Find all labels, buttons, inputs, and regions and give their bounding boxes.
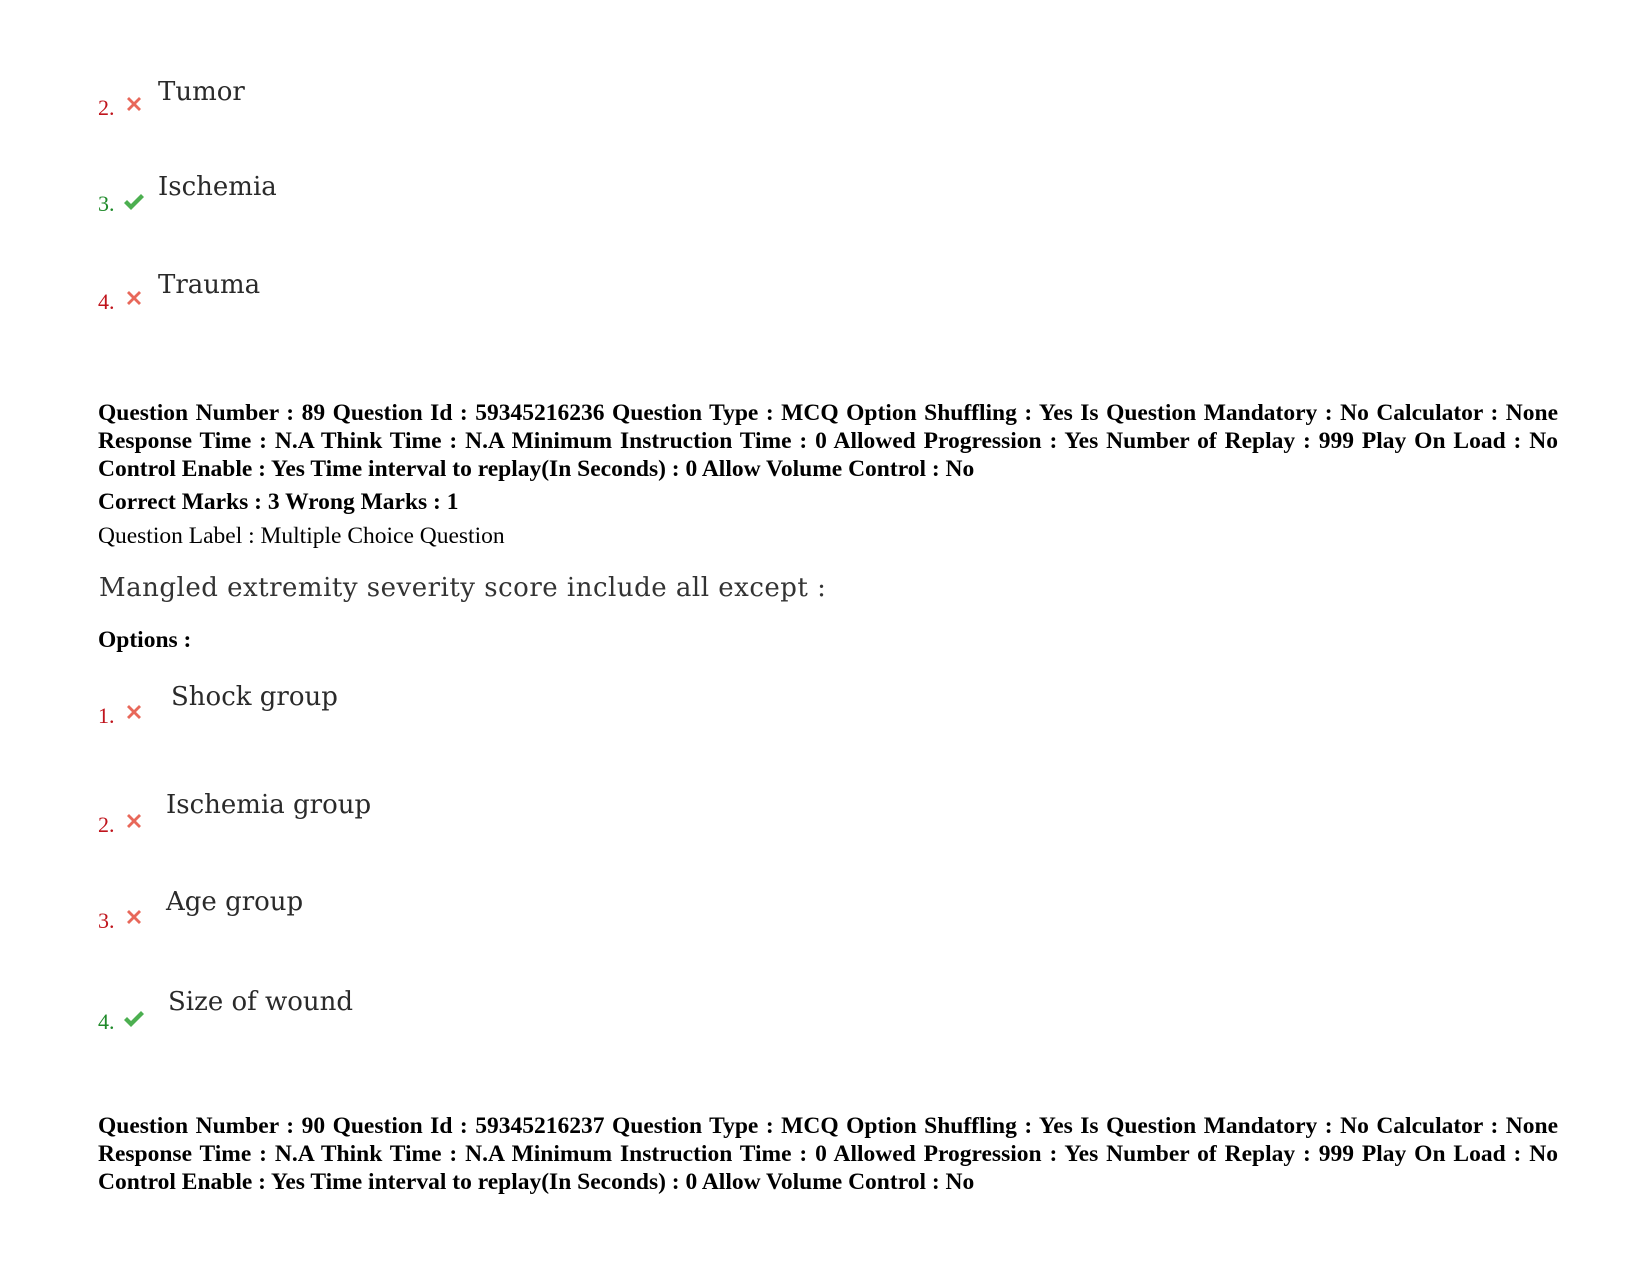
option-number: 4.	[98, 1009, 115, 1034]
option-text: Tumor	[158, 77, 245, 107]
option-number: 2.	[98, 812, 115, 837]
option-text: Shock group	[171, 682, 338, 712]
check-icon	[122, 190, 146, 214]
q89-option-4	[98, 987, 798, 1046]
prev-option-3	[98, 172, 798, 230]
option-number: 3.	[98, 191, 115, 216]
question-89-marks: Correct Marks : 3 Wrong Marks : 1	[98, 489, 459, 515]
options-heading: Options :	[98, 627, 192, 653]
option-text: Age group	[166, 887, 304, 917]
cross-icon	[122, 700, 146, 724]
option-text: Ischemia group	[166, 790, 372, 820]
option-number: 4.	[98, 289, 115, 314]
option-number: 3.	[98, 908, 115, 933]
option-text: Trauma	[158, 270, 261, 300]
check-icon	[122, 1007, 146, 1031]
option-number: 2.	[98, 95, 115, 120]
question-89-text: Mangled extremity severity score include all except :	[99, 573, 827, 603]
q89-option-3	[98, 887, 798, 946]
q89-option-1	[98, 682, 798, 740]
prev-option-4	[98, 270, 798, 328]
question-89-label: Question Label : Multiple Choice Question	[98, 523, 505, 549]
cross-icon	[122, 92, 146, 116]
question-89-meta: Question Number : 89 Question Id : 59345216236 Question Type : MCQ Option Shuffling : Yes Is Question Mandatory : No Calculator : None Response Time : N.A Think Time : N.A Minimum Instruction Time : 0 Allowed Progression : Yes Number of Replay : 999 Play On Load : No Control Enable : Yes Time interval to replay(In Seconds) : 0 Allow Volume Control : No	[98, 400, 1558, 482]
question-90-meta: Question Number : 90 Question Id : 59345216237 Question Type : MCQ Option Shuffling : Yes Is Question Mandatory : No Calculator : None Response Time : N.A Think Time : N.A Minimum Instruction Time : 0 Allowed Progression : Yes Number of Replay : 999 Play On Load : No Control Enable : Yes Time interval to replay(In Seconds) : 0 Allow Volume Control : No	[98, 1113, 1558, 1195]
prev-option-2	[98, 77, 798, 134]
option-text: Size of wound	[168, 987, 354, 1017]
cross-icon	[122, 905, 146, 929]
option-number: 1.	[98, 703, 115, 728]
cross-icon	[122, 809, 146, 833]
cross-icon	[122, 286, 146, 310]
q89-option-2	[98, 790, 798, 849]
option-text: Ischemia	[158, 172, 277, 202]
